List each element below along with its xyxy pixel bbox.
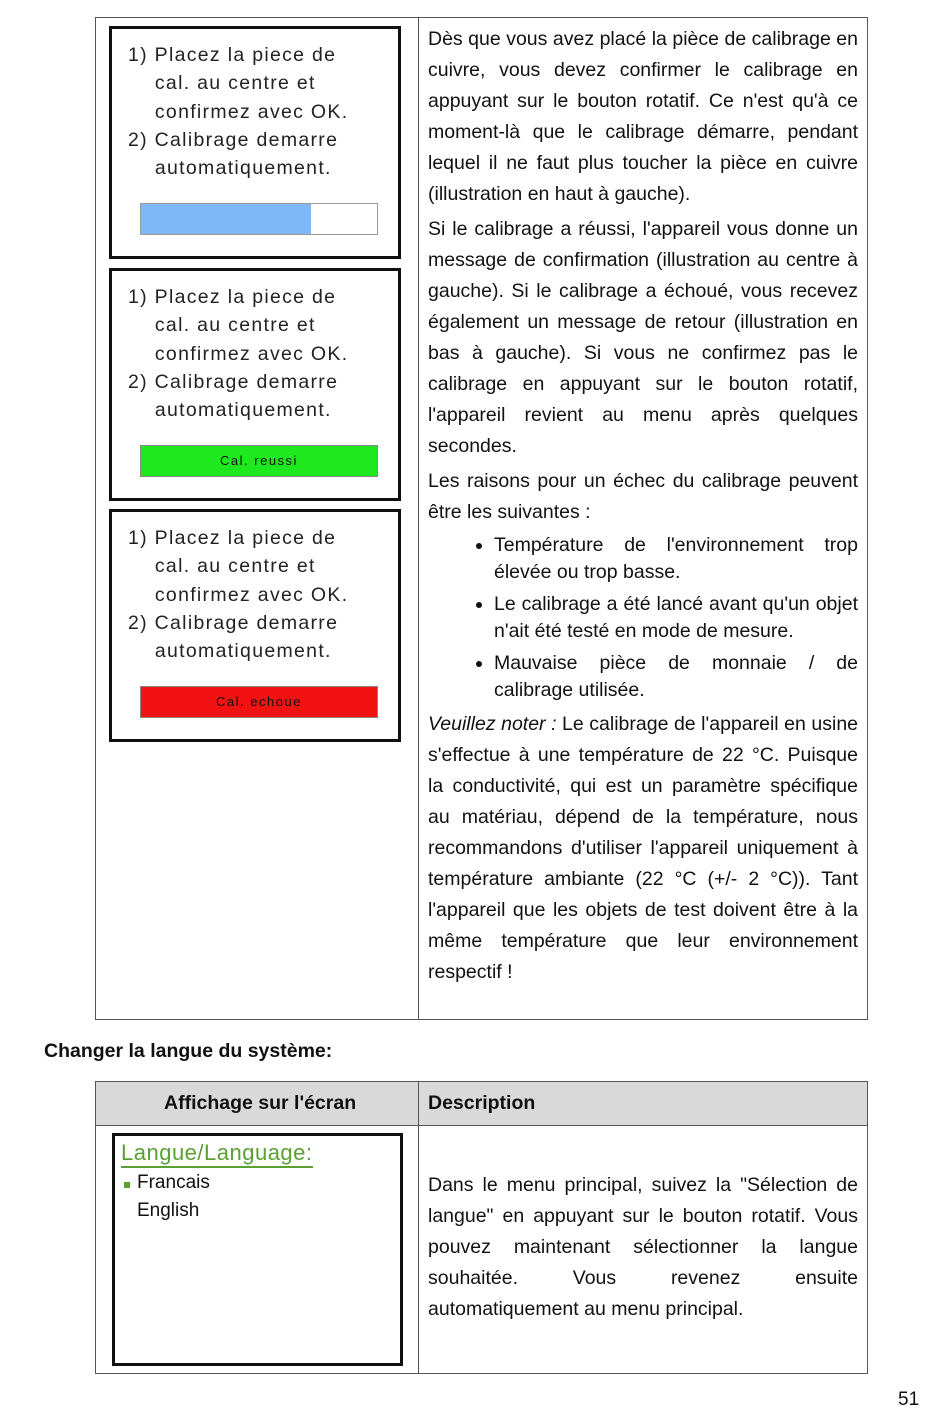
column-divider [418,1082,419,1373]
list-item: • Température de l'environnement trop élevée ou trop basse. [494,532,858,586]
calibration-table [95,17,868,1020]
screen-failure [109,509,401,742]
language-option-francais: Francais [137,1172,210,1193]
status-failure-bar: Cal. echoue [140,686,378,718]
language-screen [112,1133,403,1366]
list-item: • Le calibrage a été lancé avant qu'un objet n'ait été testé en mode de mesure. [494,591,858,645]
progress-fill [141,204,311,234]
note-label: Veuillez noter : [428,713,557,735]
language-screen-title: Langue/Language: [121,1140,313,1168]
note [428,709,858,988]
status-success-bar: Cal. reussi [140,445,378,477]
section-title: Changer la langue du système: [44,1040,333,1062]
language-option-english: English [137,1200,200,1221]
language-description: Dans le menu principal, suivez la "Sélection de langue" en appuyant sur le bouton rotatif. Vous pouvez maintenant sélectionner la langue souhaitée. Vous revenez ensuite automatiquement au menu principal. [428,1174,858,1320]
header-screen: Affichage sur l'écran [164,1092,357,1114]
list-item: • Mauvaise pièce de monnaie / de calibrage utilisée. [494,650,858,704]
progress-bar [140,203,378,235]
paragraph: Si le calibrage a réussi, l'appareil vous donne un message de confirmation (illustration au centre à gauche). Si le calibrage a échoué, vous recevez également un message de retour (illustration en bas à gauche). Si vous ne confirmez pas le calibrage en appuyant sur le bouton rotatif, l'appareil revient au menu après quelques secondes. [428,218,858,457]
column-divider [418,18,419,1019]
screen-success [109,268,401,501]
screen-text: 1) Placez la piece de cal. au centre et confirmez avec OK. 2) Calibrage demarre automatiquement. [128,44,349,180]
reasons-list [428,532,858,704]
note-text: Le calibrage de l'appareil en usine s'effectue à une température de 22 °C. Puisque la conductivité, qui est un paramètre spécifique au matériau, dépend de la température, nous recommandons d'utiliser l'appareil uniquement à température ambiante (22 °C (+/- 2 °C)). Tant l'appareil que les objets de test doivent être à la même température que leur environnement respectif ! [428,713,859,983]
paragraph: Les raisons pour un échec du calibrage peuvent être les suivantes : [428,470,858,523]
screen-text: 1) Placez la piece de cal. au centre et confirmez avec OK. 2) Calibrage demarre automatiquement. [128,286,349,422]
paragraph: Dès que vous avez placé la pièce de calibrage en cuivre, vous devez confirmer le calibrage en appuyant sur le bouton rotatif. Ce n'est qu'à ce moment-là que le calibrage démarre, pendant lequel il ne faut plus toucher la pièce en cuivre (illustration en haut à gauche). [428,28,858,205]
header-description: Description [428,1092,536,1114]
page-number: 51 [898,1389,920,1410]
screen-text: 1) Placez la piece de cal. au centre et confirmez avec OK. 2) Calibrage demarre automatiquement. [128,527,349,663]
calibration-description [428,24,858,992]
language-table [95,1081,868,1374]
selection-marker-icon [124,1182,130,1188]
screen-calibrating [109,26,401,259]
